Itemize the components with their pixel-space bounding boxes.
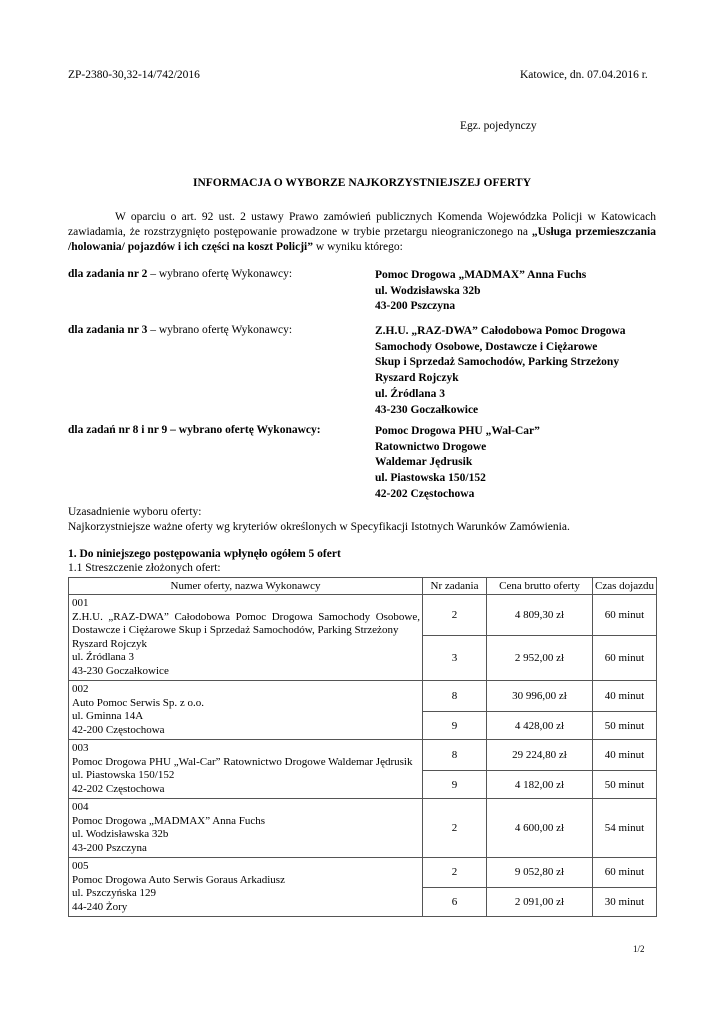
assignment-label — [68, 324, 292, 336]
winner-line: 42-202 Częstochowa — [375, 487, 475, 500]
winner-line: Samochody Osobowe, Dostawcze i Ciężarowe — [375, 340, 598, 353]
intro-paragraph — [68, 210, 656, 255]
winner-line: Waldemar Jędrusik — [375, 456, 473, 469]
assignment-task: dla zadania nr 2 — [68, 268, 148, 280]
winner-line: ul. Wodzisławska 32b — [375, 284, 481, 297]
assignment-label — [68, 424, 321, 436]
document-reference: ZP-2380-30,32-14/742/2016 — [68, 69, 200, 81]
offer-desc-line: ul. Źródlana 3 — [72, 651, 135, 663]
justification-text: Najkorzystniejsze ważne oferty wg kryteriów określonych w Specyfikacji Istotnych Warunków Zamówienia. — [68, 521, 570, 533]
offer-number: 003 — [72, 742, 89, 754]
header-offer-name: Numer oferty, nazwa Wykonawcy — [69, 578, 423, 595]
winner-line: Ryszard Rojczyk — [375, 372, 459, 385]
page-number: 1/2 — [633, 944, 645, 954]
winner-line: Pomoc Drogowa „MADMAX” Anna Fuchs — [375, 269, 587, 281]
offer-desc-line: Ryszard Rojczyk — [72, 637, 148, 650]
header-arrival-time: Czas dojazdu — [593, 578, 657, 595]
arrival-time-cell: 60 minut — [593, 858, 657, 888]
offer-description — [69, 858, 423, 917]
assignment-label-rest: – wybrano ofertę Wykonawcy: — [147, 324, 293, 336]
section-subheading: 1.1 Streszczenie złożonych ofert: — [68, 562, 221, 574]
offer-desc-line: Pomoc Drogowa „MADMAX” Anna Fuchs — [72, 814, 266, 827]
arrival-time-cell: 60 minut — [593, 635, 657, 680]
offer-description — [69, 740, 423, 799]
offer-desc-line: Pomoc Drogowa Auto Serwis Goraus Arkadiusz — [72, 873, 285, 886]
offer-desc-line: ul. Piastowska 150/152 — [72, 769, 175, 781]
winner-line: ul. Źródlana 3 — [375, 387, 445, 400]
offer-desc-line: 43-230 Goczałkowice — [72, 664, 169, 677]
page-title: INFORMACJA O WYBORZE NAJKORZYSTNIEJSZEJ OFERTY — [192, 177, 532, 189]
price-cell: 9 052,80 zł — [487, 858, 593, 888]
price-cell: 4 809,30 zł — [487, 595, 593, 636]
price-cell: 29 224,80 zł — [487, 740, 593, 771]
winner-details — [375, 324, 626, 418]
section-heading: 1. Do niniejszego postępowania wpłynęło ogółem 5 ofert — [68, 548, 341, 560]
assignment-task: dla zadania nr 3 — [68, 324, 148, 336]
table-row — [69, 681, 657, 712]
task-number-cell: 2 — [423, 595, 487, 636]
task-number-cell: 9 — [423, 771, 487, 799]
offer-desc-line: ul. Wodzisławska 32b — [72, 828, 169, 840]
task-number-cell: 8 — [423, 681, 487, 712]
header-gross-price: Cena brutto oferty — [487, 578, 593, 595]
winner-line: Pomoc Drogowa PHU „Wal-Car” — [375, 425, 540, 437]
offer-description — [69, 799, 423, 858]
offer-desc-line: 44-240 Żory — [72, 900, 128, 913]
table-row — [69, 858, 657, 888]
arrival-time-cell: 60 minut — [593, 595, 657, 636]
offer-number: 004 — [72, 801, 89, 813]
offer-number: 005 — [72, 860, 89, 872]
table-row — [69, 799, 657, 858]
price-cell: 4 428,00 zł — [487, 712, 593, 740]
winner-line: Z.H.U. „RAZ-DWA” Całodobowa Pomoc Drogowa — [375, 325, 626, 337]
arrival-time-cell: 50 minut — [593, 712, 657, 740]
task-number-cell: 8 — [423, 740, 487, 771]
offer-desc-line: ul. Pszczyńska 129 — [72, 887, 157, 899]
arrival-time-cell: 54 minut — [593, 799, 657, 858]
offer-desc-line: 42-202 Częstochowa — [72, 782, 165, 795]
price-cell: 2 952,00 zł — [487, 635, 593, 680]
offer-desc-line: 43-200 Pszczyna — [72, 841, 147, 854]
offer-description — [69, 681, 423, 740]
price-cell: 4 182,00 zł — [487, 771, 593, 799]
copy-note: Egz. pojedynczy — [460, 120, 537, 132]
price-cell: 4 600,00 zł — [487, 799, 593, 858]
winner-line: 43-230 Goczałkowice — [375, 403, 479, 416]
assignment-label — [68, 268, 292, 280]
arrival-time-cell: 40 minut — [593, 740, 657, 771]
offer-desc-line: Auto Pomoc Serwis Sp. z o.o. — [72, 696, 204, 709]
assignment-label-rest: – wybrano ofertę Wykonawcy: — [147, 268, 293, 280]
assignment-task: dla zadań nr 8 i nr 9 – wybrano ofertę Wykonawcy: — [68, 424, 321, 436]
offer-number: 002 — [72, 683, 89, 695]
justification-heading: Uzasadnienie wyboru oferty: — [68, 506, 202, 518]
winner-details — [375, 268, 586, 315]
task-number-cell: 6 — [423, 887, 487, 917]
intro-text-1: W oparciu o art. 92 ust. 2 ustawy Prawo zamówień publicznych Komenda Wojewódzka Policji w Katowicach zawiadamia, że rozstrzygnięto postępowanie prowadzone w trybie przetargu nieograniczonego na — [68, 211, 656, 238]
task-number-cell: 3 — [423, 635, 487, 680]
table-row — [69, 740, 657, 771]
offer-description — [69, 595, 423, 681]
arrival-time-cell: 40 minut — [593, 681, 657, 712]
arrival-time-cell: 50 minut — [593, 771, 657, 799]
winner-line: 43-200 Pszczyna — [375, 300, 456, 313]
arrival-time-cell: 30 minut — [593, 887, 657, 917]
offer-desc-line: ul. Gminna 14A — [72, 710, 144, 722]
task-number-cell: 2 — [423, 799, 487, 858]
price-cell: 2 091,00 zł — [487, 887, 593, 917]
task-number-cell: 9 — [423, 712, 487, 740]
winner-line: Ratownictwo Drogowe — [375, 440, 487, 453]
winner-details — [375, 424, 540, 503]
place-date: Katowice, dn. 07.04.2016 r. — [520, 69, 648, 81]
intro-text-2: w wyniku którego: — [313, 241, 403, 253]
offer-desc-line: 42-200 Częstochowa — [72, 723, 165, 736]
task-number-cell: 2 — [423, 858, 487, 888]
table-header-row — [69, 578, 657, 595]
price-cell: 30 996,00 zł — [487, 681, 593, 712]
offer-number: 001 — [72, 597, 89, 609]
offers-table — [68, 577, 657, 917]
winner-line: Skup i Sprzedaż Samochodów, Parking Strzeżony — [375, 356, 620, 369]
winner-line: ul. Piastowska 150/152 — [375, 472, 486, 485]
table-row — [69, 595, 657, 636]
header-task-number: Nr zadania — [423, 578, 487, 595]
intro-text-bold: „Usługa przemieszczania /holowania/ pojazdów i ich części na koszt Policji” — [68, 226, 656, 253]
offer-desc-line: Z.H.U. „RAZ-DWA” Całodobowa Pomoc Drogowa Samochody Osobowe, Dostawcze i Ciężarowe Skup i Sprzedaż Samochodów, Parking Strzeżony — [72, 610, 420, 636]
offer-desc-line: Pomoc Drogowa PHU „Wal-Car” Ratownictwo Drogowe Waldemar Jędrusik — [72, 755, 413, 768]
